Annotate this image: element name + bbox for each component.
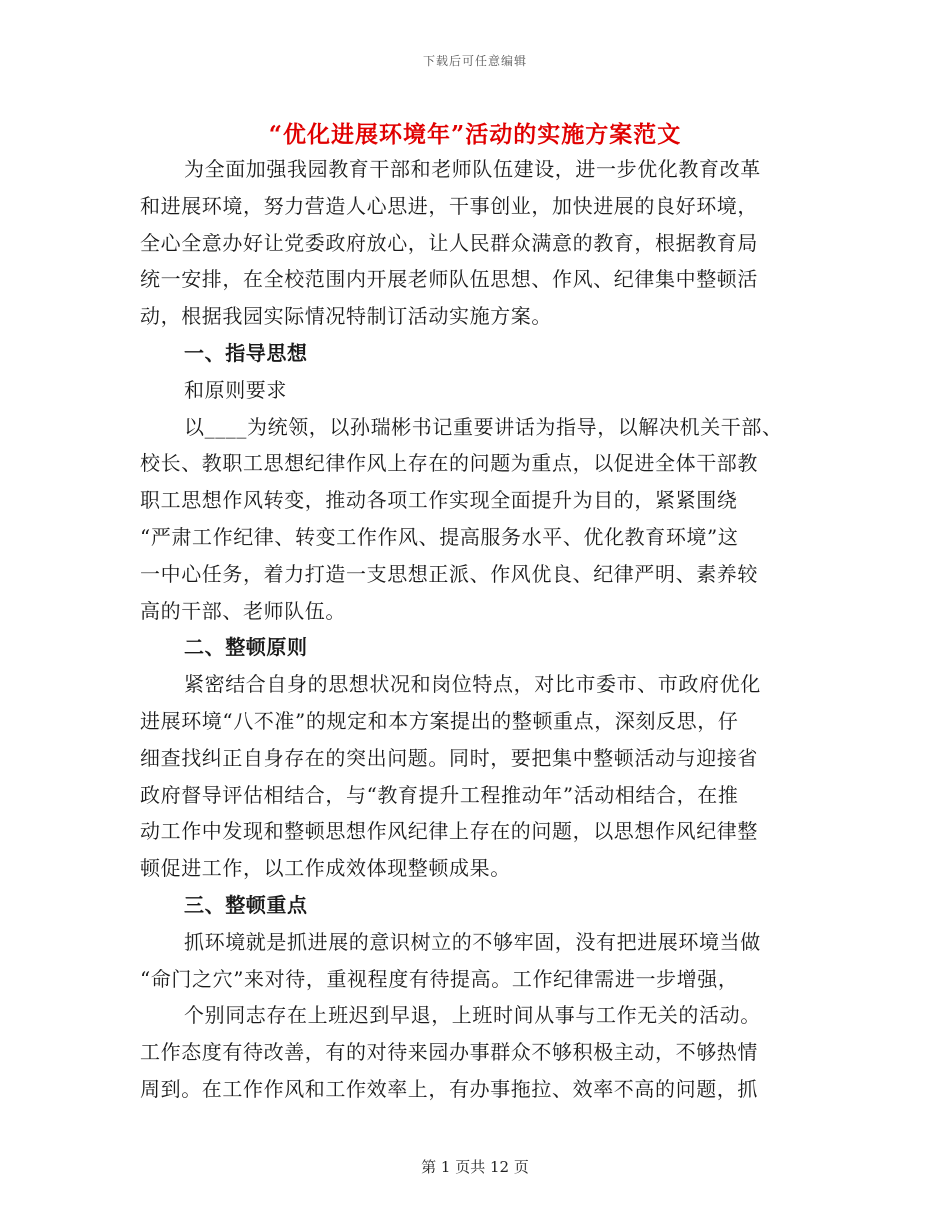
page-footer: 第 1 页共 12 页 — [421, 1158, 529, 1176]
body-text-line: 顿促进工作，以工作成效体现整顿成果。 — [140, 856, 511, 881]
document-body — [140, 151, 810, 1108]
body-text-line: 全心全意办好让党委政府放心，让人民群众满意的教育，根据教育局 — [140, 230, 758, 255]
body-text-line: 动，根据我园实际情况特制订活动实施方案。 — [140, 304, 552, 329]
body-text-line: 以____为统领，以孙瑞彬书记重要讲话为指导，以解决机关干部、 — [184, 414, 783, 439]
section-heading: 一、指导思想 — [184, 340, 308, 365]
body-text-line: “命门之穴”来对待，重视程度有待提高。工作纪律需进一步增强， — [140, 966, 739, 991]
body-text-line: 职工思想作风转变，推动各项工作实现全面提升为目的，紧紧围绕 — [140, 488, 738, 513]
body-text-line: 和进展环境，努力营造人心思进，干事创业，加快进展的良好环境， — [140, 193, 758, 218]
body-text-line: 统一安排，在全校范围内开展老师队伍思想、作风、纪律集中整顿活 — [140, 267, 758, 292]
body-text-line: 政府督导评估相结合，与“教育提升工程推动年”活动相结合，在推 — [140, 782, 739, 807]
body-text-line: 校长、教职工思想纪律作风上存在的问题为重点，以促进全体干部教 — [140, 451, 758, 476]
body-text-line: 为全面加强我园教育干部和老师队伍建设，进一步优化教育改革 — [184, 157, 761, 181]
body-text-line: 高的干部、老师队伍。 — [140, 598, 346, 623]
body-text-line: 进展环境“八不准”的规定和本方案提出的整顿重点，深刻反思，仔 — [140, 708, 739, 733]
section-heading: 二、整顿原则 — [184, 635, 308, 660]
body-text-line: 周到。在工作作风和工作效率上，有办事拖拉、效率不高的问题，抓 — [140, 1076, 758, 1101]
body-text-line: 动工作中发现和整顿思想作风纪律上存在的问题，以思想作风纪律整 — [140, 819, 758, 844]
section-heading: 三、整顿重点 — [184, 892, 308, 917]
body-text-line: 抓环境就是抓进展的意识树立的不够牢固，没有把进展环境当做 — [184, 929, 761, 954]
body-text-line: 工作态度有待改善，有的对待来园办事群众不够积极主动，不够热情 — [140, 1040, 758, 1065]
body-text-line: “严肃工作纪律、转变工作作风、提高服务水平、优化教育环境”这 — [140, 524, 739, 549]
body-text-line: 紧密结合自身的思想状况和岗位特点，对比市委市、市政府优化 — [184, 672, 761, 697]
body-text-line: 一中心任务，着力打造一支思想正派、作风优良、纪律严明、素养较 — [140, 561, 758, 586]
body-text-line: 细查找纠正自身存在的突出问题。同时，要把集中整顿活动与迎接省 — [140, 745, 758, 770]
body-text-line: 和原则要求 — [184, 377, 287, 402]
header-note: 下载后可任意编辑 — [422, 54, 527, 68]
document-title: “优化进展环境年”活动的实施方案范文 — [268, 121, 682, 148]
body-text-line: 个别同志存在上班迟到早退，上班时间从事与工作无关的活动。 — [184, 1003, 761, 1028]
